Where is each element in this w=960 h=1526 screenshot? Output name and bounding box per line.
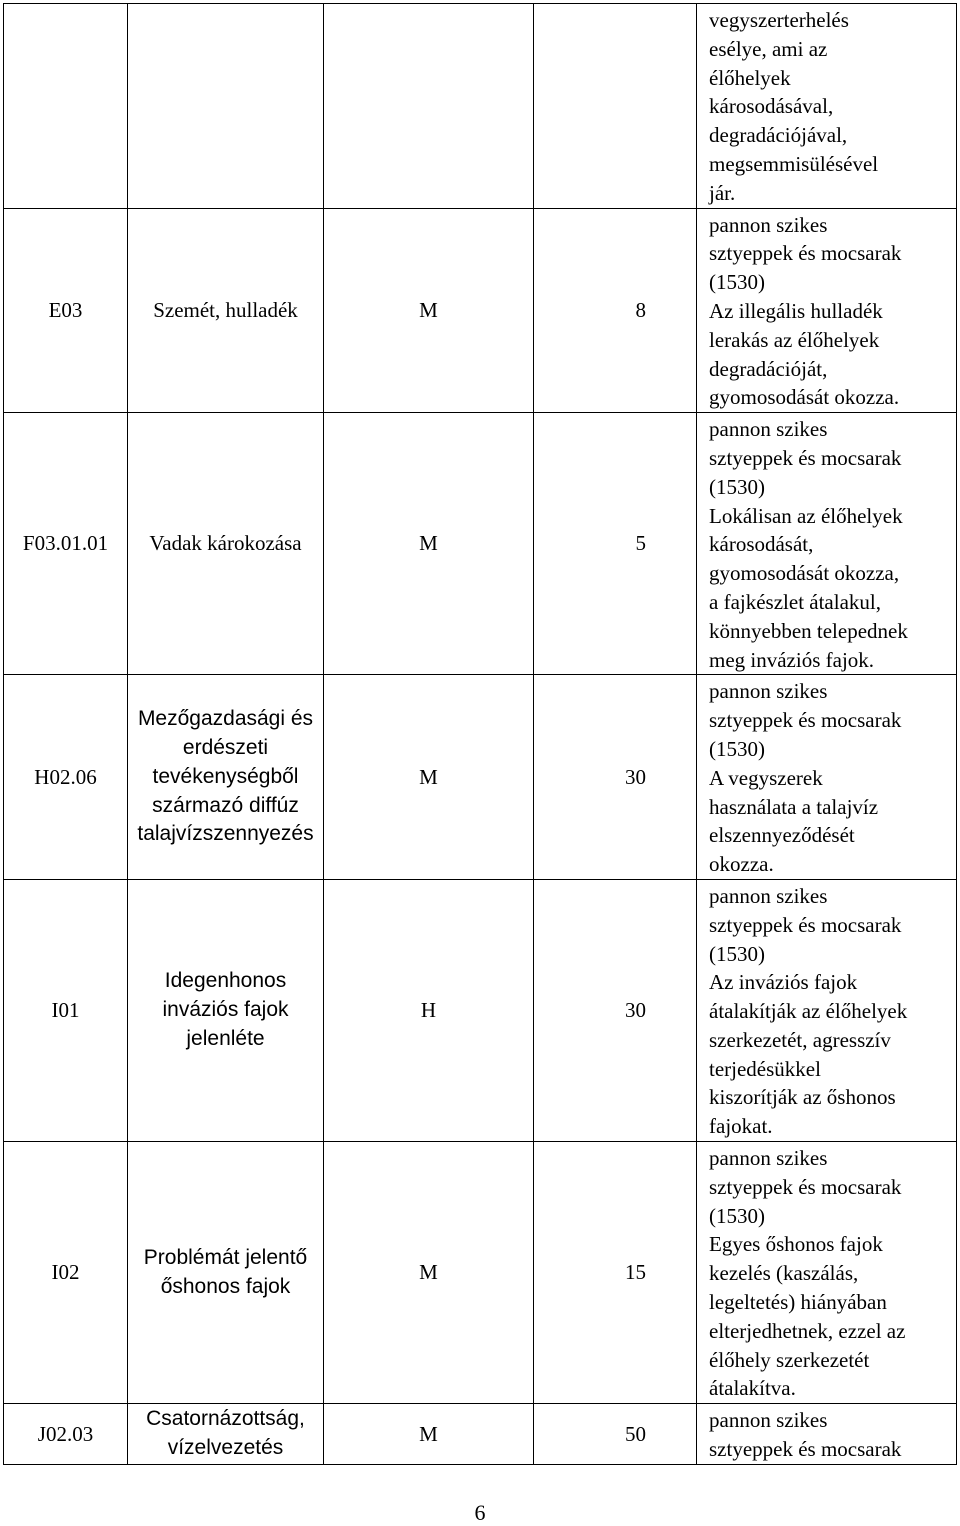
threat-description-cell bbox=[697, 413, 957, 675]
threat-code: F03.01.01 bbox=[22, 531, 109, 556]
threat-name-cell bbox=[128, 413, 324, 675]
importance-category-cell bbox=[324, 675, 534, 880]
threat-name-cell bbox=[128, 4, 324, 209]
impact-score-cell bbox=[534, 879, 697, 1141]
threat-name-cell bbox=[128, 1404, 324, 1465]
table-row bbox=[4, 675, 957, 880]
threat-name: Vadak károkozása bbox=[149, 531, 302, 556]
threat-description-cell bbox=[697, 675, 957, 880]
threat-code: H02.06 bbox=[34, 764, 97, 789]
threat-description: vegyszerterhelés esélye, ami az élőhelyek károsodásával, degradációjával, megsemmisülésével jár. bbox=[709, 8, 879, 205]
importance-category-cell bbox=[324, 879, 534, 1141]
threat-name-cell bbox=[128, 208, 324, 413]
importance-category: M bbox=[419, 1421, 438, 1446]
threat-code-cell bbox=[4, 675, 128, 880]
threat-code: I02 bbox=[51, 1260, 80, 1285]
threat-description: pannon szikes sztyeppek és mocsarak (1530) Az inváziós fajok átalakítják az élőhelyek szerkezetét, agresszív terjedésükkel kiszorítják az őshonos fajokat. bbox=[709, 883, 908, 1139]
threat-description-cell bbox=[697, 1142, 957, 1404]
threat-description-cell bbox=[697, 4, 957, 209]
table-row bbox=[4, 1142, 957, 1404]
threat-code-cell bbox=[4, 1142, 128, 1404]
table-row bbox=[4, 208, 957, 413]
importance-category-cell bbox=[324, 1404, 534, 1465]
page-number: 6 bbox=[474, 1500, 486, 1525]
table-row bbox=[4, 413, 957, 675]
threat-code: I01 bbox=[51, 998, 80, 1023]
threat-name: Idegenhonos inváziós fajok jelenléte bbox=[162, 969, 289, 1050]
impact-score-cell bbox=[534, 1404, 697, 1465]
threat-description: pannon szikes sztyeppek és mocsarak (1530) A vegyszerek használata a talajvíz elszennyeződését okozza. bbox=[709, 679, 902, 877]
threat-description: pannon szikes sztyeppek és mocsarak (1530) Az illegális hulladék lerakás az élőhelyek degradációját, gyomosodását okozza. bbox=[709, 212, 902, 410]
importance-category-cell bbox=[324, 208, 534, 413]
threat-name: Mezőgazdasági és erdészeti tevékenységből származó diffúz talajvízszennyezés bbox=[137, 707, 314, 846]
impact-score: 15 bbox=[625, 1260, 646, 1285]
threat-code: E03 bbox=[48, 297, 83, 322]
table-row bbox=[4, 1404, 957, 1465]
importance-category-cell bbox=[324, 413, 534, 675]
threat-code-cell bbox=[4, 1404, 128, 1465]
threat-description-cell bbox=[697, 208, 957, 413]
impact-score-cell bbox=[534, 4, 697, 209]
impact-score: 50 bbox=[625, 1421, 646, 1446]
threat-description-cell bbox=[697, 1404, 957, 1465]
threats-table bbox=[3, 3, 957, 1465]
threat-name-cell bbox=[128, 1142, 324, 1404]
threat-name: Szemét, hulladék bbox=[153, 297, 298, 322]
impact-score: 30 bbox=[625, 998, 646, 1023]
threat-description: pannon szikes sztyeppek és mocsarak (1530) Egyes őshonos fajok kezelés (kaszálás, legeltetés) hiányában elterjedhetnek, ezzel az élőhely szerkezetét átalakítva. bbox=[709, 1146, 906, 1401]
impact-score-cell bbox=[534, 413, 697, 675]
impact-score: 8 bbox=[635, 297, 646, 322]
threat-description-cell bbox=[697, 879, 957, 1141]
threat-name: Problémát jelentő őshonos fajok bbox=[143, 1245, 308, 1298]
table-row bbox=[4, 4, 957, 209]
threat-name-cell bbox=[128, 879, 324, 1141]
threat-code-cell bbox=[4, 413, 128, 675]
importance-category: M bbox=[419, 764, 438, 789]
threat-name-cell bbox=[128, 675, 324, 880]
impact-score: 5 bbox=[635, 531, 646, 556]
importance-category: H bbox=[420, 998, 437, 1023]
impact-score-cell bbox=[534, 208, 697, 413]
impact-score-cell bbox=[534, 1142, 697, 1404]
threat-code-cell bbox=[4, 208, 128, 413]
importance-category: M bbox=[419, 1260, 438, 1285]
threat-name: Csatornázottság, vízelvezetés bbox=[146, 1407, 305, 1460]
threat-description: pannon szikes sztyeppek és mocsarak bbox=[709, 1408, 902, 1462]
importance-category: M bbox=[419, 297, 438, 322]
threat-code: J02.03 bbox=[37, 1421, 94, 1446]
threat-code-cell bbox=[4, 879, 128, 1141]
threat-code-cell bbox=[4, 4, 128, 209]
importance-category-cell bbox=[324, 1142, 534, 1404]
threat-description: pannon szikes sztyeppek és mocsarak (1530) Lokálisan az élőhelyek károsodását, gyomosodását okozza, a fajkészlet átalakul, könnyebben telepednek meg inváziós fajok. bbox=[709, 417, 908, 672]
importance-category-cell bbox=[324, 4, 534, 209]
importance-category: M bbox=[419, 531, 438, 556]
impact-score-cell bbox=[534, 675, 697, 880]
impact-score: 30 bbox=[625, 764, 646, 789]
table-row bbox=[4, 879, 957, 1141]
